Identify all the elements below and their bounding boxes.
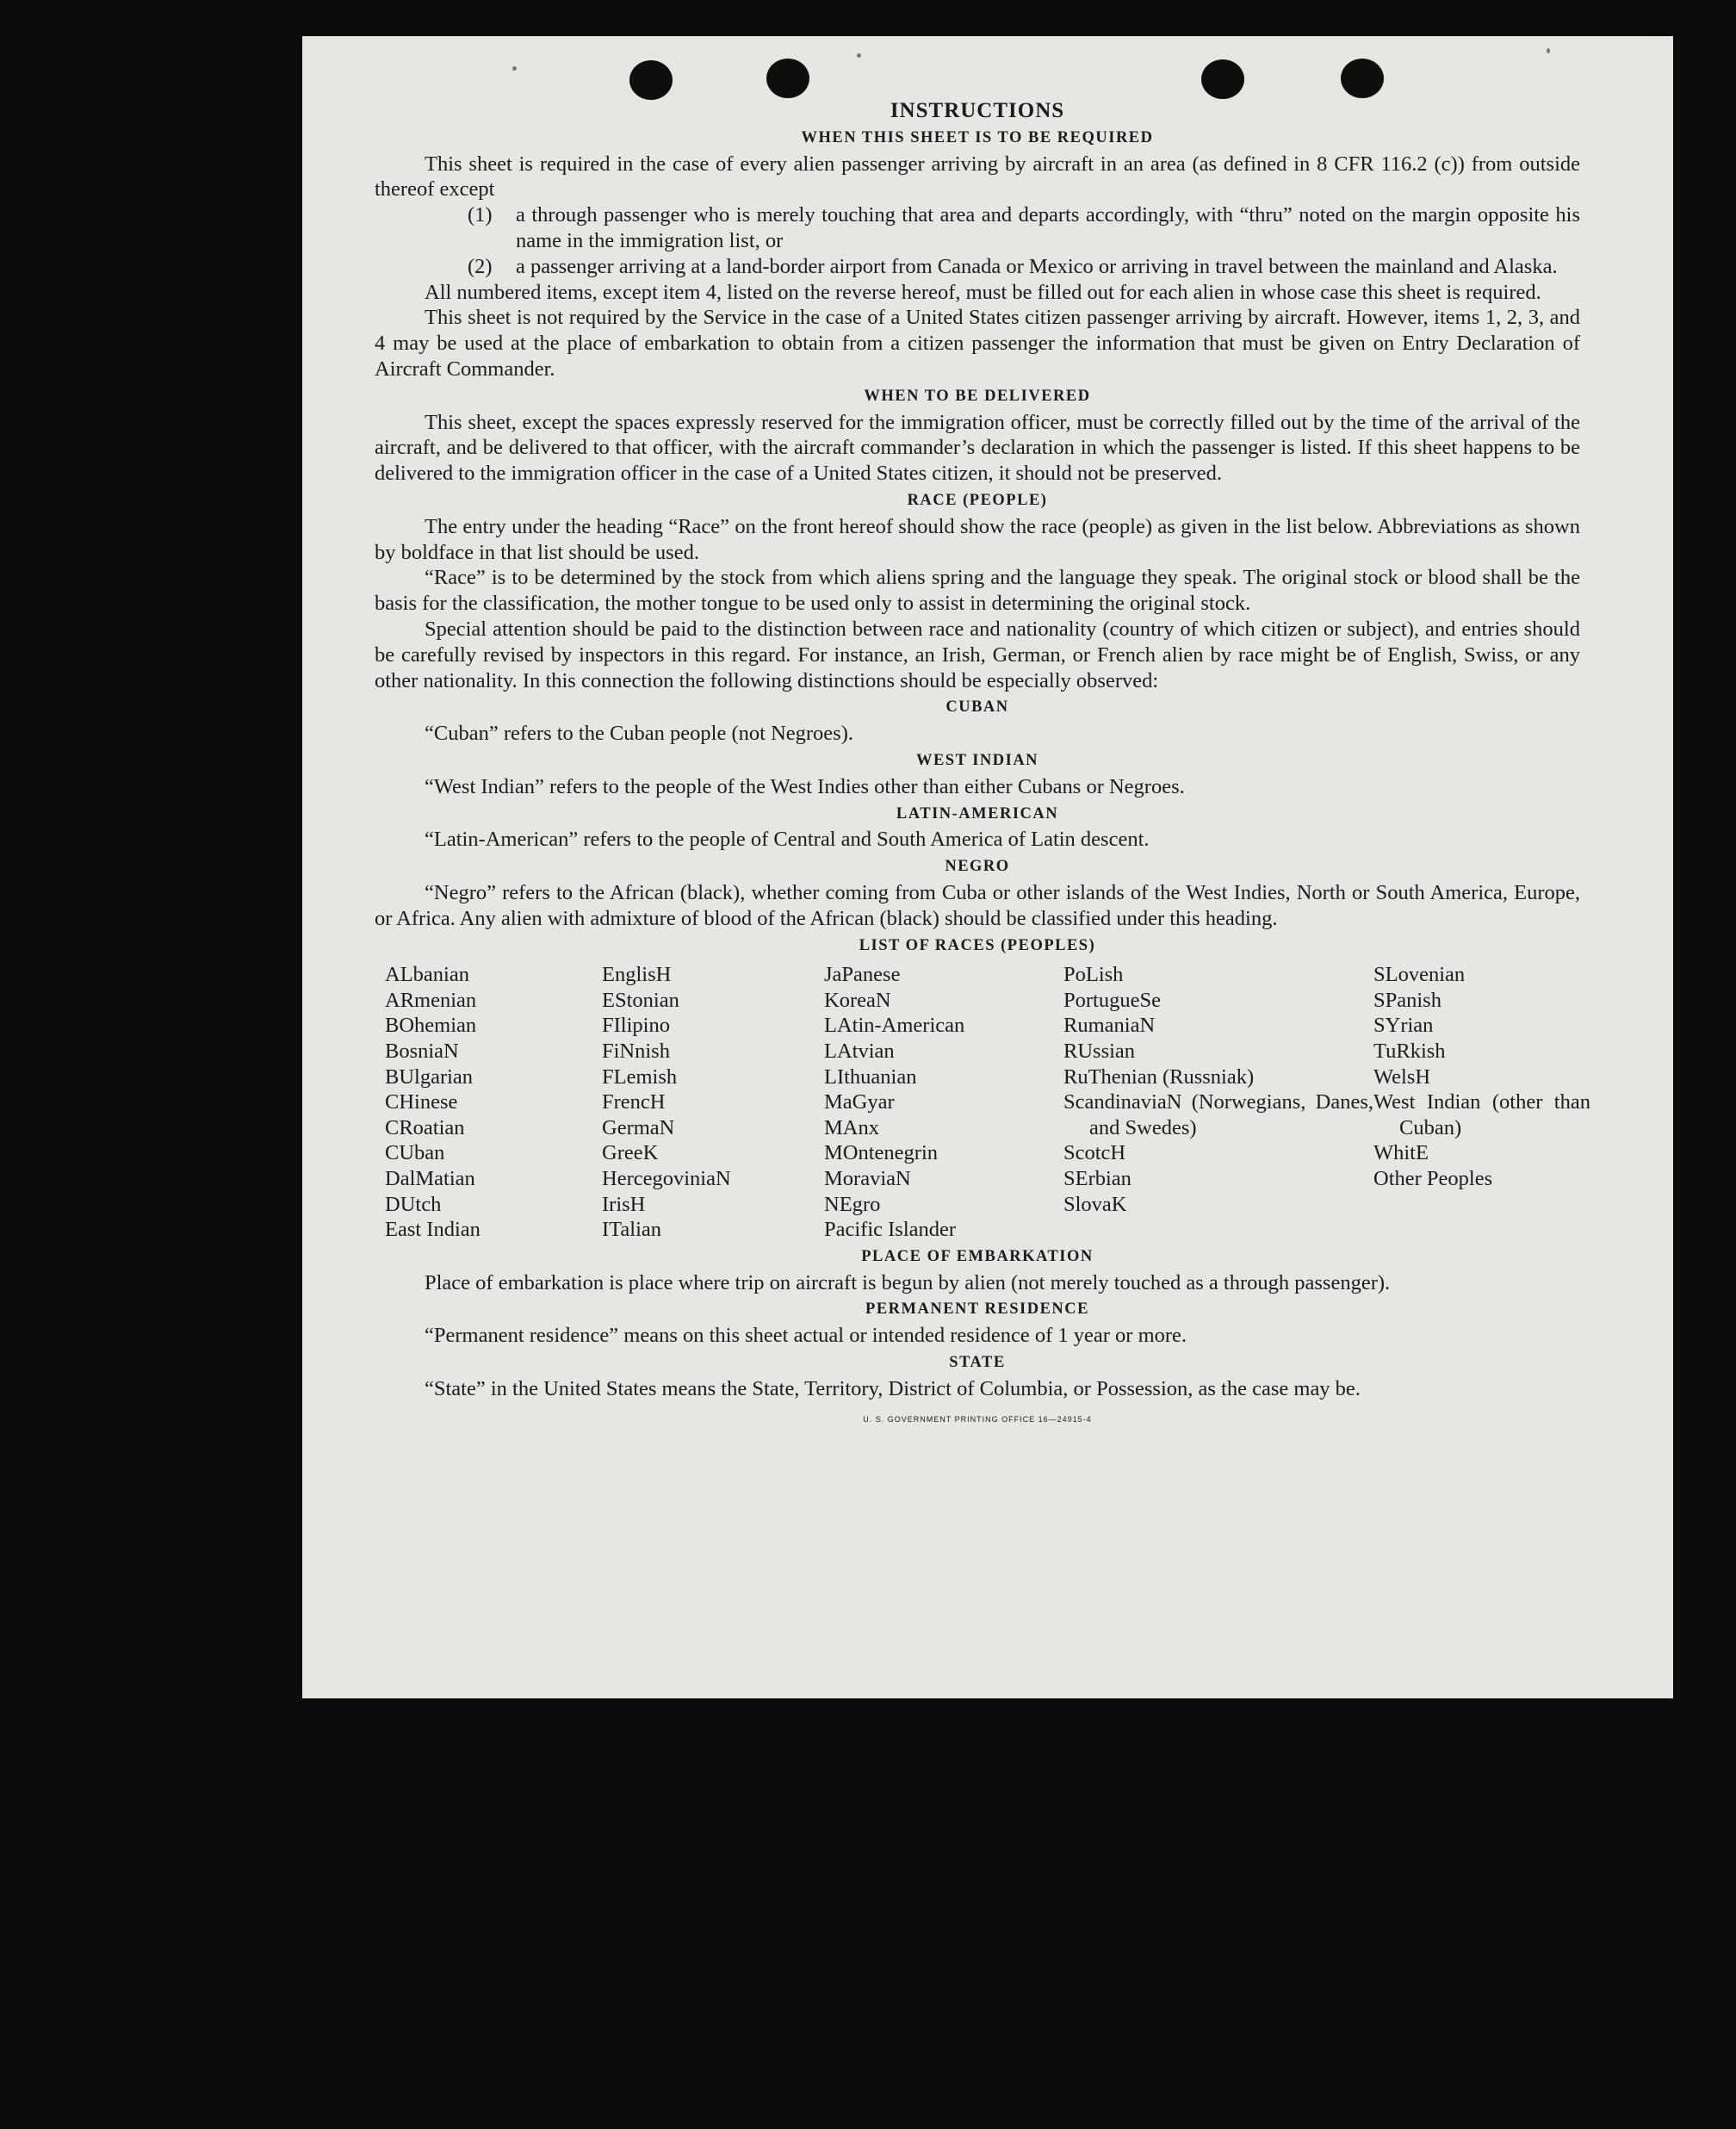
race-entry: RumaniaN — [1063, 1014, 1156, 1038]
race-entry: PortugueSe — [1063, 988, 1161, 1012]
required-paragraph-3: This sheet is not required by the Service in the case of a United States citizen passenger arriving by aircraft. However, items 1, 2, 3, and 4 may be used at the place of embarkation to obtain from a citizen passenger the information that must be given on Entry Declaration of Aircraft Commander. — [375, 306, 1580, 381]
printer-imprint: U. S. GOVERNMENT PRINTING OFFICE 16—24915-4 — [863, 1414, 1092, 1424]
race-entry: FIlipino — [602, 1014, 670, 1038]
race-entry: EnglisH — [602, 963, 672, 987]
race-entry: GreeK — [602, 1141, 659, 1165]
race-entry: ITalian — [602, 1218, 662, 1242]
race-entry: SPanish — [1373, 988, 1442, 1012]
cuban-heading: CUBAN — [946, 698, 1009, 717]
race-entry: EStonian — [602, 988, 679, 1012]
latin-american-heading: LATIN-AMERICAN — [896, 804, 1059, 822]
negro-heading: NEGRO — [945, 858, 1010, 876]
race-paragraph-3: Special attention should be paid to the distinction between race and nationality (country of which citizen or subject), and entries should be carefully revised by inspectors in this regard. For instance, an Irish, German, or French alien by race might be of English, Swiss, or any other nationality. In this connection the following distinctions should be especially observed: — [375, 617, 1580, 692]
punch-hole — [766, 59, 809, 98]
punch-hole — [629, 60, 673, 100]
race-entry: CRoatian — [385, 1115, 465, 1139]
race-heading: RACE (PEOPLE) — [907, 491, 1048, 509]
instructions-title: INSTRUCTIONS — [890, 99, 1065, 122]
embarkation-text: Place of embarkation is place where trip on aircraft is begun by alien (not merely touched as a through passenger). — [425, 1270, 1391, 1294]
race-entry: IrisH — [602, 1192, 646, 1216]
race-entry: JaPanese — [824, 963, 901, 987]
race-entry: WhitE — [1373, 1141, 1429, 1165]
races-column-4 — [1063, 962, 1373, 1243]
sheet-content — [375, 98, 1590, 1432]
race-entry: RUssian — [1063, 1040, 1136, 1064]
west-indian-text: “West Indian” refers to the people of the West Indies other than either Cubans or Negroes. — [425, 774, 1185, 798]
race-entry: CHinese — [385, 1090, 458, 1114]
scan-speck — [857, 53, 861, 58]
race-paragraph-2: “Race” is to be determined by the stock from which aliens spring and the language they speak. The original stock or blood shall be the basis for the classification, the mother tongue to be used only to assist in determining the original stock. — [375, 566, 1580, 616]
state-text: “State” in the United States means the State, Territory, District of Columbia, or Possession, as the case may be. — [425, 1376, 1361, 1400]
state-heading: STATE — [949, 1354, 1006, 1372]
race-entry: DUtch — [385, 1192, 442, 1216]
race-entry: East Indian — [385, 1218, 480, 1242]
required-paragraph-2: All numbered items, except item 4, listed on the reverse hereof, must be filled out for each alien in whose case this sheet is required. — [425, 280, 1541, 304]
latin-american-text: “Latin-American” refers to the people of Central and South America of Latin descent. — [425, 828, 1150, 852]
race-entry: CUban — [385, 1141, 445, 1165]
delivered-heading: WHEN TO BE DELIVERED — [864, 387, 1091, 405]
race-entry: BOhemian — [385, 1014, 477, 1038]
exception-number: (1) — [468, 203, 493, 227]
race-entry: KoreaN — [824, 988, 891, 1012]
west-indian-heading: WEST INDIAN — [915, 751, 1039, 769]
race-entry: MoraviaN — [824, 1167, 911, 1191]
race-entry: HercegoviniaN — [602, 1167, 731, 1191]
race-entry: FLemish — [602, 1064, 678, 1089]
race-entry: PoLish — [1063, 963, 1124, 987]
race-entry: LIthuanian — [824, 1064, 917, 1089]
embarkation-heading: PLACE OF EMBARKATION — [861, 1247, 1094, 1265]
list-of-races-heading: LIST OF RACES (PEOPLES) — [859, 936, 1096, 954]
required-heading: WHEN THIS SHEET IS TO BE REQUIRED — [801, 128, 1154, 146]
races-column-2 — [602, 962, 824, 1243]
race-entry: MAnx — [824, 1115, 879, 1139]
races-column-3 — [824, 962, 1063, 1243]
race-entry: SYrian — [1373, 1014, 1434, 1038]
punch-hole — [1201, 59, 1244, 99]
race-entry: SlovaK — [1063, 1192, 1127, 1216]
race-entry: NEgro — [824, 1192, 881, 1216]
race-entry: MaGyar — [824, 1090, 895, 1114]
race-paragraph-1: The entry under the heading “Race” on the front hereof should show the race (people) as given in the list below. Abbreviations as shown by boldface in that list should be used. — [375, 514, 1580, 564]
race-entry: ALbanian — [385, 963, 469, 987]
race-entry: SLovenian — [1373, 963, 1466, 987]
race-entry: LAtin-American — [824, 1014, 965, 1038]
race-entry: GermaN — [602, 1115, 675, 1139]
scan-speck — [1547, 48, 1550, 53]
punch-hole — [1341, 59, 1384, 98]
race-entry: ARmenian — [385, 988, 477, 1012]
race-entry: RuThenian (Russniak) — [1063, 1064, 1255, 1089]
race-entry: LAtvian — [824, 1040, 895, 1064]
negro-text: “Negro” refers to the African (black), whether coming from Cuba or other islands of the West Indies, North or South America, Europe, or Africa. Any alien with admixture of blood of the African (black) should be classified under this heading. — [375, 880, 1580, 930]
cuban-text: “Cuban” refers to the Cuban people (not Negroes). — [425, 722, 853, 746]
race-entry: BUlgarian — [385, 1064, 474, 1089]
race-entry: WelsH — [1373, 1064, 1431, 1089]
race-entry: SErbian — [1063, 1167, 1132, 1191]
scan-speck — [512, 66, 517, 71]
exception-text: a passenger arriving at a land-border airport from Canada or Mexico or arriving in travel between the mainland and Alaska. — [516, 254, 1558, 278]
required-paragraph-1: This sheet is required in the case of every alien passenger arriving by aircraft in an area (as defined in 8 CFR 116.2 (c)) from outside thereof except — [375, 152, 1580, 202]
race-entry: West Indian (other than Cuban) — [1373, 1090, 1590, 1139]
race-entry: FrencH — [602, 1090, 666, 1114]
races-column-1 — [385, 962, 602, 1243]
delivered-paragraph: This sheet, except the spaces expressly reserved for the immigration officer, must be correctly filled out by the time of the arrival of the aircraft, and be delivered to that officer, with the aircraft commander’s declaration in which the passenger is listed. If this sheet happens to be delivered to the immigration officer in the case of a United States citizen, it should not be preserved. — [375, 410, 1580, 486]
race-entry: ScandinaviaN (Norwegians, Danes, and Swedes) — [1063, 1090, 1373, 1139]
residence-heading: PERMANENT RESIDENCE — [865, 1300, 1089, 1319]
race-entry: BosniaN — [385, 1040, 459, 1064]
races-list — [385, 962, 1590, 1243]
race-entry: Pacific Islander — [824, 1218, 957, 1242]
race-entry: ScotcH — [1063, 1141, 1126, 1165]
exception-item-1 — [468, 202, 1580, 254]
race-entry: Other Peoples — [1373, 1167, 1493, 1191]
exception-text: a through passenger who is merely touching that area and departs accordingly, with “thru” noted on the margin opposite his name in the immigration list, or — [516, 203, 1580, 252]
race-entry: TuRkish — [1373, 1040, 1446, 1064]
race-entry: FiNnish — [602, 1040, 670, 1064]
races-column-5 — [1373, 962, 1590, 1243]
race-entry: DalMatian — [385, 1167, 475, 1191]
instruction-sheet — [302, 36, 1673, 1698]
residence-text: “Permanent residence” means on this sheet actual or intended residence of 1 year or more. — [425, 1324, 1187, 1348]
race-entry: MOntenegrin — [824, 1141, 938, 1165]
exception-item-2 — [468, 254, 1580, 280]
exception-number: (2) — [468, 254, 493, 278]
